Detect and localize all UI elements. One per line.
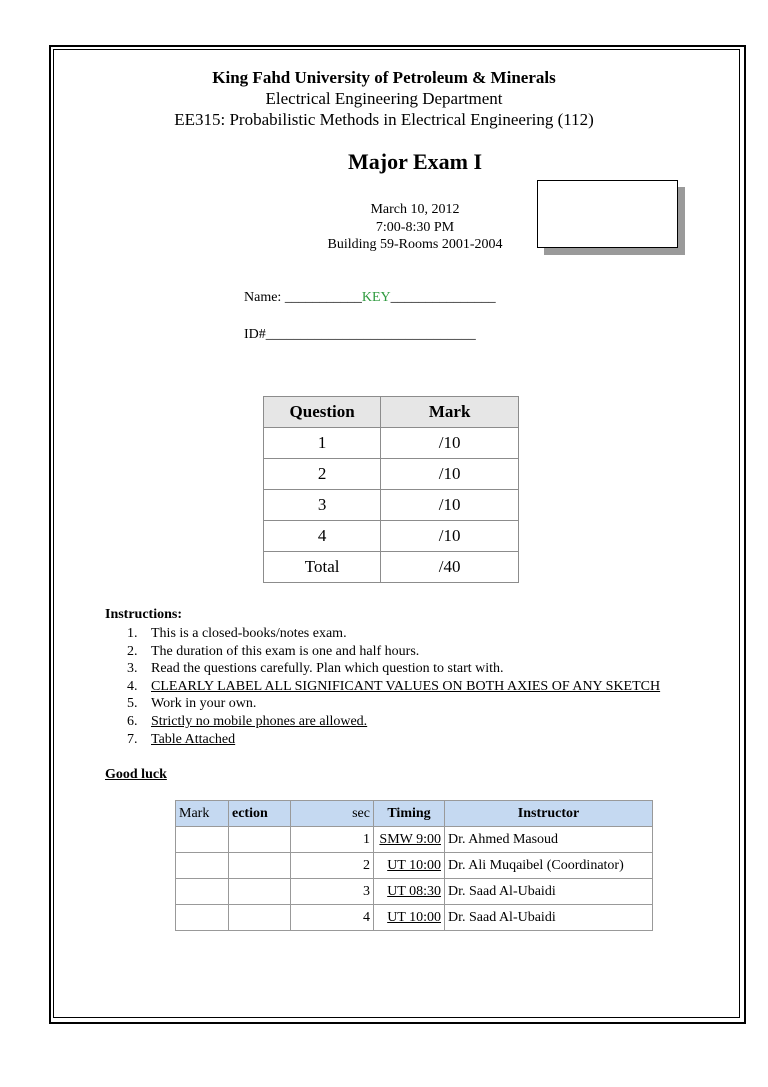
id-field: ID#______________________________ xyxy=(244,327,476,342)
item-number: 1. xyxy=(127,626,138,641)
name-value: KEY xyxy=(361,290,391,305)
name-suffix: _______________ xyxy=(390,290,496,305)
item-number: 2. xyxy=(127,643,138,659)
sec-cell: 3 xyxy=(291,879,374,905)
question-cell: Total xyxy=(264,552,381,583)
exam-location: Building 59-Rooms 2001-2004 xyxy=(327,237,503,252)
mark-cell: /10 xyxy=(381,490,519,521)
table-row xyxy=(264,490,519,521)
mark-cell xyxy=(176,905,229,931)
marks-table xyxy=(263,396,519,583)
department-title: Electrical Engineering Department xyxy=(265,89,503,108)
name-prefix: Name: ___________ xyxy=(244,290,362,305)
mark-cell: /10 xyxy=(381,459,519,490)
name-field xyxy=(244,290,496,306)
table-row xyxy=(176,827,653,853)
section-cell xyxy=(229,853,291,879)
sections-table xyxy=(175,800,653,931)
mark-cell xyxy=(176,827,229,853)
table-row xyxy=(264,552,519,583)
good-luck-text: Good luck xyxy=(105,767,167,782)
mark-cell xyxy=(176,853,229,879)
item-number: 3. xyxy=(127,661,138,677)
item-text: Read the questions carefully. Plan which question to start with. xyxy=(151,661,504,677)
instructor-cell: Dr. Ali Muqaibel (Coordinator) xyxy=(445,853,653,879)
table-row xyxy=(264,459,519,490)
item-number: 4. xyxy=(127,678,138,694)
table-row xyxy=(264,521,519,552)
exam-date: March 10, 2012 xyxy=(370,202,460,217)
question-header: Question xyxy=(264,397,381,428)
section-header: ection xyxy=(229,801,291,827)
timing-cell: UT 10:00 xyxy=(374,853,445,879)
mark-cell xyxy=(176,879,229,905)
mark-header: Mark xyxy=(381,397,519,428)
instructions-heading: Instructions: xyxy=(105,607,183,622)
sec-cell: 4 xyxy=(291,905,374,931)
mark-cell: /10 xyxy=(381,521,519,552)
list-item xyxy=(127,731,671,749)
exam-title: Major Exam I xyxy=(347,149,483,174)
marks-table-header xyxy=(264,397,519,428)
item-number: 6. xyxy=(127,713,138,729)
course-title: EE315: Probabilistic Methods in Electrical Engineering (112) xyxy=(174,110,594,129)
item-text: This is a closed-books/notes exam. xyxy=(151,626,347,641)
instructor-cell: Dr. Saad Al-Ubaidi xyxy=(445,905,653,931)
item-number: 7. xyxy=(127,731,138,747)
exam-time: 7:00-8:30 PM xyxy=(375,220,455,235)
question-cell: 3 xyxy=(264,490,381,521)
item-text: CLEARLY LABEL ALL SIGNIFICANT VALUES ON BOTH AXIES OF ANY SKETCH xyxy=(151,678,661,694)
question-cell: 2 xyxy=(264,459,381,490)
timing-cell: UT 08:30 xyxy=(374,879,445,905)
score-box xyxy=(537,180,678,248)
sec-header: sec xyxy=(291,801,374,827)
timing-cell: UT 10:00 xyxy=(374,905,445,931)
timing-cell: SMW 9:00 xyxy=(374,827,445,853)
question-cell: 1 xyxy=(264,428,381,459)
list-item xyxy=(127,643,671,661)
mark-header: Mark xyxy=(176,801,229,827)
list-item xyxy=(127,678,671,696)
instructions-list xyxy=(127,625,671,748)
mark-cell: /10 xyxy=(381,428,519,459)
instructor-header: Instructor xyxy=(445,801,653,827)
table-row xyxy=(176,879,653,905)
section-cell xyxy=(229,905,291,931)
sec-cell: 1 xyxy=(291,827,374,853)
mark-cell: /40 xyxy=(381,552,519,583)
sections-table-header xyxy=(176,801,653,827)
timing-header: Timing xyxy=(374,801,445,827)
sec-cell: 2 xyxy=(291,853,374,879)
item-text: Strictly no mobile phones are allowed. xyxy=(151,713,368,729)
instructor-cell: Dr. Saad Al-Ubaidi xyxy=(445,879,653,905)
list-item xyxy=(127,695,671,713)
item-text: Work in your own. xyxy=(151,696,257,712)
list-item xyxy=(127,713,671,731)
table-row xyxy=(176,905,653,931)
list-item xyxy=(127,660,671,678)
table-row xyxy=(176,853,653,879)
item-text: The duration of this exam is one and half hours. xyxy=(151,643,420,659)
item-number: 5. xyxy=(127,696,138,712)
table-row xyxy=(264,428,519,459)
question-cell: 4 xyxy=(264,521,381,552)
section-cell xyxy=(229,827,291,853)
university-title: King Fahd University of Petroleum & Minerals xyxy=(212,68,556,87)
item-text: Table Attached xyxy=(151,731,236,747)
instructor-cell: Dr. Ahmed Masoud xyxy=(445,827,653,853)
section-cell xyxy=(229,879,291,905)
list-item xyxy=(127,625,671,643)
